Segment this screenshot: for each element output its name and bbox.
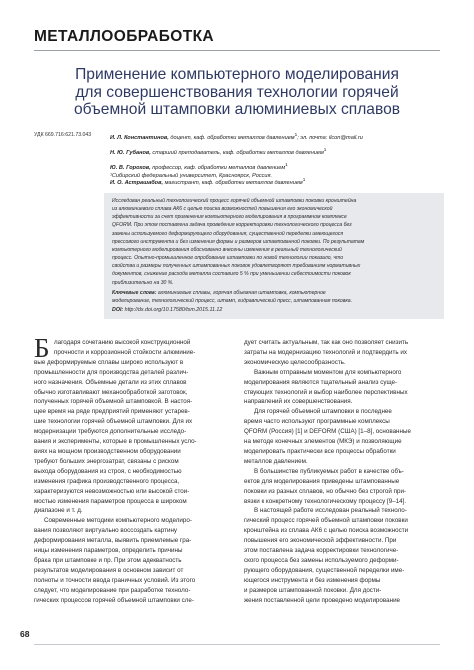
udk-code: УДК 669.716:621.73.043 (34, 132, 92, 138)
doi-link: http://dx.doi.org/10.17580/tsm.2015.11.12 (123, 307, 223, 313)
article-title (34, 66, 440, 119)
body-line: лагодаря сочетанию высокой конструкционной (54, 339, 191, 346)
abstract (112, 197, 436, 287)
abstract-line: свойства и размеры полученных штампованных поковок удовлетворяют требованиям нормативных (112, 263, 361, 270)
body-line: жения поставленной цели проведено моделирование (244, 596, 401, 604)
abstract-line: компьютерного моделирования обоснованно внесены изменения в реальный технологический (112, 246, 342, 253)
abstract-line: Исследован реальный технологический процесс горячей объемной штамповки поковки кронштейна (112, 198, 357, 204)
author-description: магистрант, каф. обработки металлов давлением (163, 179, 303, 186)
abstract-line: из алюминиевого сплава АК6 с целью поиска возможностей повышения его экономической (112, 206, 333, 213)
body-line: ского процесса без замены используемого деформи- (244, 556, 399, 564)
body-line: промышленности для производства деталей различ- (34, 368, 189, 376)
doi-label: DOI: (112, 307, 124, 313)
author-affiliation-mark: 1 (323, 146, 327, 152)
body-line: брака при штамповке и пр. При этом адекватность (34, 556, 182, 564)
body-line: моделирования являются тщательный анализ суще- (244, 378, 398, 386)
article-title-line: Применение компьютерного моделирования (75, 66, 399, 83)
author-description: профессор, каф. обработки металлов давлением (150, 164, 286, 171)
body-column-left (34, 333, 230, 605)
footer-divider (34, 644, 440, 645)
body-line: и размеров штампованной поковки. Для дости- (244, 586, 382, 594)
author-email: ; эл. почта: ilcon@mail.ru (297, 134, 363, 141)
keywords-text: алюминиевые сплавы, горячая объемная штамповка, компьютерное (156, 290, 326, 296)
body-line: рующего оборудования, существенной переделки име- (244, 566, 405, 574)
body-line: экономическую целесообразность. (244, 358, 346, 366)
body-line: гический процесс горячей объемной штамповки поковки (244, 517, 408, 525)
author-affiliation-mark: 1 (285, 161, 288, 167)
body-line: В настоящей работе исследован реальный техноло- (254, 507, 407, 515)
drop-cap: Б (34, 333, 50, 363)
author-name: Н. Ю. Губанов, (110, 149, 151, 156)
body-line: В большинстве публикуемых работ в качестве объ- (254, 467, 404, 475)
keywords-label: Ключевые слова: (112, 290, 157, 296)
author-description: старший преподаватель, каф. обработки металлов давлением (150, 149, 324, 156)
body-line: Современные методики компьютерного моделиро- (44, 517, 192, 525)
body-line: направлений их совершенствования. (244, 398, 353, 406)
body-line: диапазоне и т. д. (34, 507, 83, 515)
keywords-line (112, 289, 436, 297)
body-line: вания и эксперименты, которые в промышленных усло- (34, 438, 197, 446)
body-line: повышения его экономической эффективности. При (244, 537, 397, 545)
body-line: вания позволяют виртуально воссоздать картину (34, 527, 178, 535)
body-line: Важным отправным моментом для компьютерного (254, 368, 402, 376)
keywords (112, 289, 436, 305)
body-line: щее время на ряде предприятий применяют устарев- (34, 408, 190, 416)
body-line: этом поставлена задача корректировки технологиче- (244, 547, 399, 555)
abstract-line: процесс. Опытно-промышленное опробование штамповки по новой технологии показало, что (112, 255, 344, 262)
body-line: вязки к конкретному технологическому процессу [9–14]. (244, 497, 407, 505)
author-description: доцент, каф. обработки металлов давлением (168, 134, 295, 141)
body-column-right (244, 338, 442, 605)
body-line: полученных горячей объемной штамповкой. В настоя- (34, 398, 193, 406)
body-line: ного назначения. Объемные детали из этих сплавов (34, 378, 187, 386)
body-line: результатов моделирования в основном зависит от (34, 566, 184, 574)
author-entry (110, 159, 440, 174)
body-line: ющегося инструмента и без изменения формы (244, 576, 381, 584)
abstract-line: эффективности за счет применения компьютерного моделирования в программном комплексе (112, 214, 347, 221)
article-title-line: объемной штамповки алюминиевых сплавов (73, 101, 401, 118)
body-line: следует, что моделирование при разработке техноло- (34, 586, 191, 594)
keywords-line: моделирование, технологический процесс, штамп, гидравлический пресс, штампованная поковка. (112, 298, 353, 305)
body-line: ектов для моделирования приведены штампованные (244, 477, 400, 485)
body-line: требуют больших энергозатрат, связаны с риском (34, 457, 179, 465)
body-line: прочности и коррозионной стойкости алюминие- (54, 348, 196, 356)
abstract-line: замены используемого деформирующего оборудования, существенной переделки имеющегося (112, 230, 344, 237)
page-number: 68 (20, 629, 30, 639)
abstract-line: приблизительно на 30 %. (112, 279, 174, 286)
body-line: гических процессов горячей объемной штамповки сле- (34, 596, 194, 604)
body-line: кронштейна из сплава АК6 с целью поиска возможности (244, 527, 409, 535)
body-line: обычно изготавливают механообработкой заготовок, (34, 388, 188, 396)
author-entry (110, 129, 440, 144)
body-line: дует считать актуальным, так как оно позволяет снизить (244, 339, 409, 346)
abstract-line: прессового инструмента и без изменения формы и размеров штампованной поковки. По результатам (112, 238, 365, 245)
abstract-line: QFORM. При этом поставлена задача проведения корректировки технологического процесса без (112, 222, 352, 229)
author-name: И. О. Астрашабов, (110, 179, 164, 186)
body-line: характеризуются невозможностью или высокой стои- (34, 487, 190, 495)
body-line: вые деформируемые сплавы широко используют в (34, 358, 184, 366)
body-line: металлов давлением. (244, 457, 308, 465)
body-line: моделировать практически все процессы обработки (244, 447, 396, 455)
body-line: деформирования металла, выявить приемлемые гра- (34, 537, 192, 545)
body-line: мостью изменения параметров процесса в широком (34, 497, 187, 505)
body-line: выхода оборудования из строя, с необходимостью (34, 467, 182, 475)
body-line: на методе конечных элементов (МКЭ) и позволяющие (244, 438, 402, 446)
body-line: полноты и точности ввода граничных условий. Из этого (34, 576, 196, 584)
section-divider (34, 50, 440, 51)
affiliation: ¹Сибирский федеральный университет, Красноярск, Россия. (110, 173, 273, 179)
body-line: QFORM (Россия) [1] и DEFORM (США) [1–8], основанные (244, 428, 411, 436)
section-title: МЕТАЛЛООБРАБОТКА (34, 28, 215, 45)
abstract-line: документов, снижение расхода металла составило 5 % при уменьшении себестоимости поковок (112, 271, 351, 278)
doi[interactable] (112, 307, 222, 313)
body-line: время часто используют программные комплексы (244, 418, 390, 426)
author-affiliation-mark: 1 (294, 132, 298, 137)
body-line: ницы изменения параметров, определить причины (34, 547, 183, 555)
body-line: шие технологии горячей объемной штамповки. Для их (34, 418, 193, 426)
body-line: виях на мощном производственном оборудовании (34, 447, 181, 455)
body-line: изменения графика производственного процесса, (34, 477, 180, 485)
article-title-line: для совершенствования технологии горячей (75, 83, 399, 101)
body-line: Для горячей объемной штамповки в последнее (254, 408, 392, 416)
author-affiliation-mark: 1 (302, 176, 306, 182)
author-name: Ю. В. Горохов, (110, 164, 151, 171)
author-list (110, 129, 440, 188)
body-line: поковки из разных сплавов, но обычно без строгой при- (244, 487, 407, 495)
author-name: И. Л. Константинов, (110, 134, 169, 141)
author-entry (110, 144, 440, 159)
body-line: модернизации требуются дополнительные исследо- (34, 428, 187, 436)
body-line: ствующих технологий и выбор наиболее перспективных (244, 388, 408, 396)
body-line: затраты на модернизацию технологий и подтвердить их (244, 348, 408, 356)
